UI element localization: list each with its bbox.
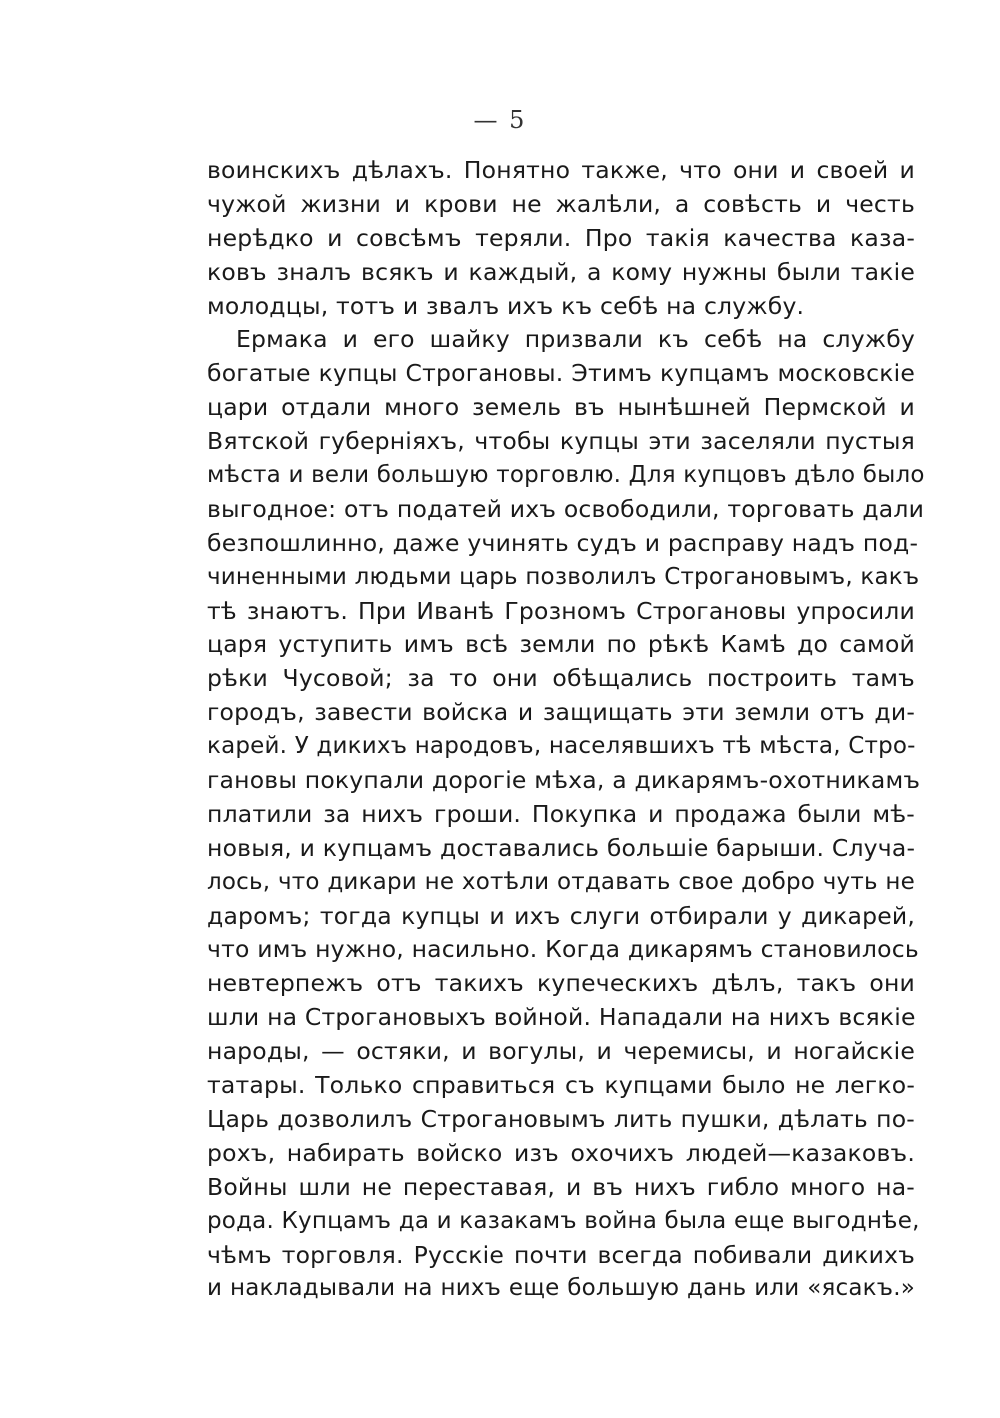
text-line: безпошлинно, даже учинять судъ и расправу надъ под- (207, 528, 919, 557)
text-line: что имъ нужно, насильно. Когда дикарямъ становилось (207, 935, 919, 964)
text-line: Вятской губерніяхъ, чтобы купцы эти заселяли пустыя (207, 427, 915, 456)
page-number: — 5 (473, 106, 527, 134)
text-line: платили за нихъ гроши. Покупка и продажа были мѣ- (207, 799, 915, 828)
text-line: невтерпежъ отъ такихъ купеческихъ дѣлъ, такъ они (207, 969, 915, 998)
text-line: карей. У дикихъ народовъ, населявшихъ тѣ мѣста, Стро- (207, 733, 916, 760)
text-line: гановы покупали дорогіе мѣха, а дикарямъ-охотникамъ (207, 766, 921, 795)
text-line: воинскихъ дѣлахъ. Понятно также, что они и своей и (207, 156, 915, 184)
text-line: народы, — остяки, и вогулы, и черемисы, и ногайскіе (207, 1037, 915, 1066)
text-line: городъ, завести войска и защищать эти земли отъ ди- (207, 698, 915, 727)
text-line: ковъ зналъ всякъ и каждый, а кому нужны были такіе (207, 257, 915, 286)
text-line: Войны шли не переставая, и въ нихъ гибло много на- (207, 1172, 915, 1201)
text-line: рохъ, набирать войско изъ охочихъ людей—казаковъ. (207, 1138, 915, 1167)
text-line: Царь дозволилъ Строгановымъ лить пушки, дѣлать по- (207, 1104, 915, 1133)
text-line: чиненными людьми царь позволилъ Строгановымъ, какъ (207, 563, 920, 590)
text-line: новыя, и купцамъ доставались большіе барыши. Случа- (207, 833, 916, 862)
text-line: царя уступить имъ всѣ земли по рѣкѣ Камѣ до самой (207, 630, 915, 659)
body-text (207, 154, 925, 1306)
text-line: шли на Строгановыхъ войной. Нападали на нихъ всякіе (207, 1003, 916, 1032)
text-line: лось, что дикари не хотѣли отдавать свое добро чуть не (207, 868, 915, 895)
text-line: татары. Только справиться съ купцами было не легко- (207, 1071, 915, 1100)
text-line: рода. Купцамъ да и казакамъ война была еще выгоднѣе, (207, 1207, 920, 1234)
text-line: нерѣдко и совсѣмъ теряли. Про такія качества каза- (207, 223, 915, 252)
text-line: чужой жизни и крови не жалѣли, а совѣсть и честь (207, 189, 915, 218)
text-line: выгодное: отъ податей ихъ освободили, торговать дали (207, 494, 925, 523)
text-line: и накладывали на нихъ еще большую дань или «ясакъ.» (207, 1275, 915, 1302)
text-line: мѣста и вели большую торговлю. Для купцовъ дѣло было (207, 462, 925, 489)
text-line: рѣки Чусовой; за то они обѣщались построить тамъ (207, 664, 915, 693)
text-line: тѣ знаютъ. При Иванѣ Грозномъ Строгановы упросили (207, 596, 915, 625)
text-line: молодцы, тотъ и звалъ ихъ къ себѣ на службу. (207, 291, 805, 320)
text-line: даромъ; тогда купцы и ихъ слуги отбирали у дикарей, (207, 901, 915, 930)
text-line: Ермака и его шайку призвали къ себѣ на службу (236, 325, 915, 354)
text-line: чѣмъ торговля. Русскіе почти всегда побивали дикихъ (207, 1240, 915, 1269)
text-line: богатые купцы Строгановы. Этимъ купцамъ московскіе (207, 359, 915, 388)
text-line: цари отдали много земель въ нынѣшней Пермской и (207, 393, 915, 422)
